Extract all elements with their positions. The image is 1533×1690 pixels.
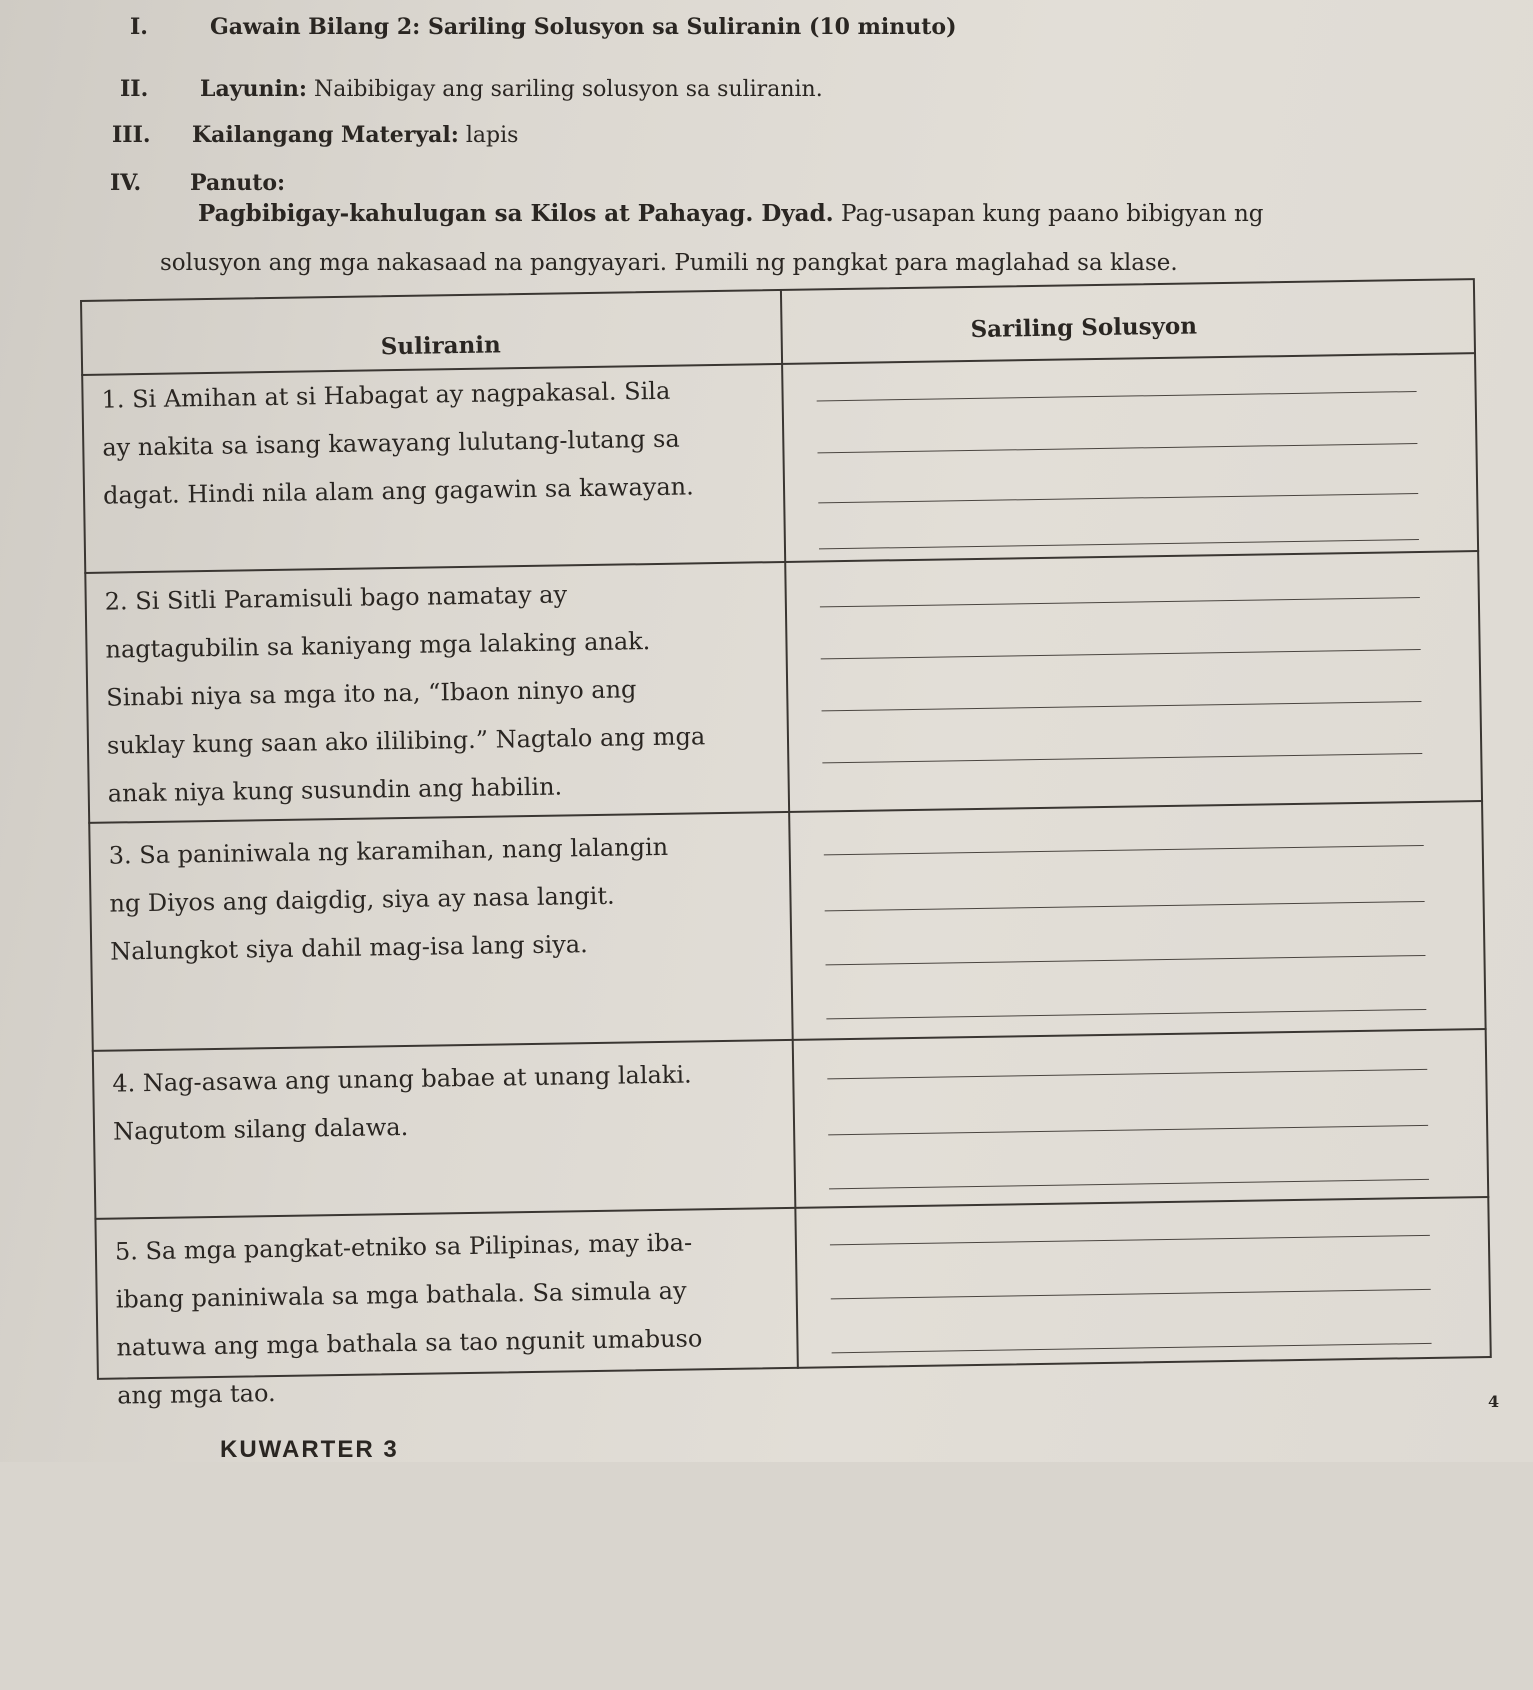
- table-row-4-problem: [112, 1049, 793, 1156]
- instruction-title: Pagbibigay-kahulugan sa Kilos at Pahayag. Dyad.: [198, 200, 834, 227]
- problem-line: 5. Sa mga pangkat-etniko sa Pilipinas, may iba-: [114, 1228, 693, 1266]
- heading-item-3: [112, 122, 518, 148]
- table-row-2-problem: [104, 567, 788, 818]
- problem-line: ng Diyos ang daigdig, siya ay nasa langit.: [109, 881, 615, 918]
- problem-line: natuwa ang mga bathala sa tao ngunit umabuso: [116, 1324, 703, 1362]
- instruction-line-1: [198, 200, 1264, 227]
- problem-line: 2. Si Sitli Paramisuli bago namatay ay: [104, 580, 568, 616]
- column-header-suliranin: Suliranin: [380, 331, 501, 361]
- table-row-1-problem: [101, 365, 783, 520]
- problem-line: ay nakita sa isang kawayang lulutang-lutang sa: [102, 424, 680, 462]
- problem-line: Nagutom silang dalawa.: [112, 1112, 409, 1146]
- problem-line: ibang paniniwala sa mga bathala. Sa simula ay: [115, 1276, 687, 1314]
- page-number: 4: [1488, 1392, 1500, 1411]
- table-row-5-problem: [115, 1217, 798, 1420]
- quarter-footer: KUWARTER 3: [220, 1436, 399, 1463]
- activity-title: Gawain Bilang 2: Sariling Solusyon sa Suliranin (10 minuto): [210, 14, 957, 40]
- table-row-3-problem: [108, 821, 790, 976]
- column-header-sariling-solusyon: Sariling Solusyon: [970, 312, 1198, 344]
- heading-item-2: [120, 76, 823, 102]
- problem-line: nagtagubilin sa kaniyang mga lalaking anak.: [105, 627, 651, 664]
- item-numeral: IV.: [110, 170, 142, 196]
- materials-label: Kailangang Materyal:: [192, 122, 459, 148]
- objective-label: Layunin:: [200, 76, 307, 102]
- materials-text: lapis: [465, 123, 519, 148]
- problem-line: dagat. Hindi nila alam ang gagawin sa kawayan.: [102, 472, 694, 510]
- problem-line: 4. Nag-asawa ang unang babae at unang lalaki.: [112, 1060, 692, 1098]
- problem-line: anak niya kung susundin ang habilin.: [107, 772, 563, 808]
- problem-line: Sinabi niya sa mga ito na, “Ibaon ninyo ang: [106, 675, 637, 712]
- problem-line: ang mga tao.: [116, 1379, 276, 1410]
- item-numeral: III.: [112, 122, 151, 148]
- directions-label: Panuto:: [190, 170, 286, 196]
- instruction-line-2: solusyon ang mga nakasaad na pangyayari. Pumili ng pangkat para maglahad sa klase.: [160, 250, 1178, 276]
- problem-line: Nalungkot siya dahil mag-isa lang siya.: [110, 930, 588, 966]
- item-numeral: II.: [120, 76, 149, 102]
- problem-line: 1. Si Amihan at si Habagat ay nagpakasal. Sila: [101, 376, 671, 414]
- objective-text: Naibibigay ang sariling solusyon sa suliranin.: [313, 77, 823, 102]
- instruction-text: Pag-usapan kung paano bibigyan ng: [841, 201, 1264, 227]
- item-numeral: I.: [130, 14, 148, 40]
- problem-line: suklay kung saan ako ililibing.” Nagtalo ang mga: [106, 722, 706, 760]
- problem-solution-table: [80, 278, 1502, 1690]
- heading-item-4: [110, 170, 285, 196]
- heading-item-1: [130, 14, 957, 40]
- problem-line: 3. Sa paniniwala ng karamihan, nang lalangin: [108, 832, 669, 870]
